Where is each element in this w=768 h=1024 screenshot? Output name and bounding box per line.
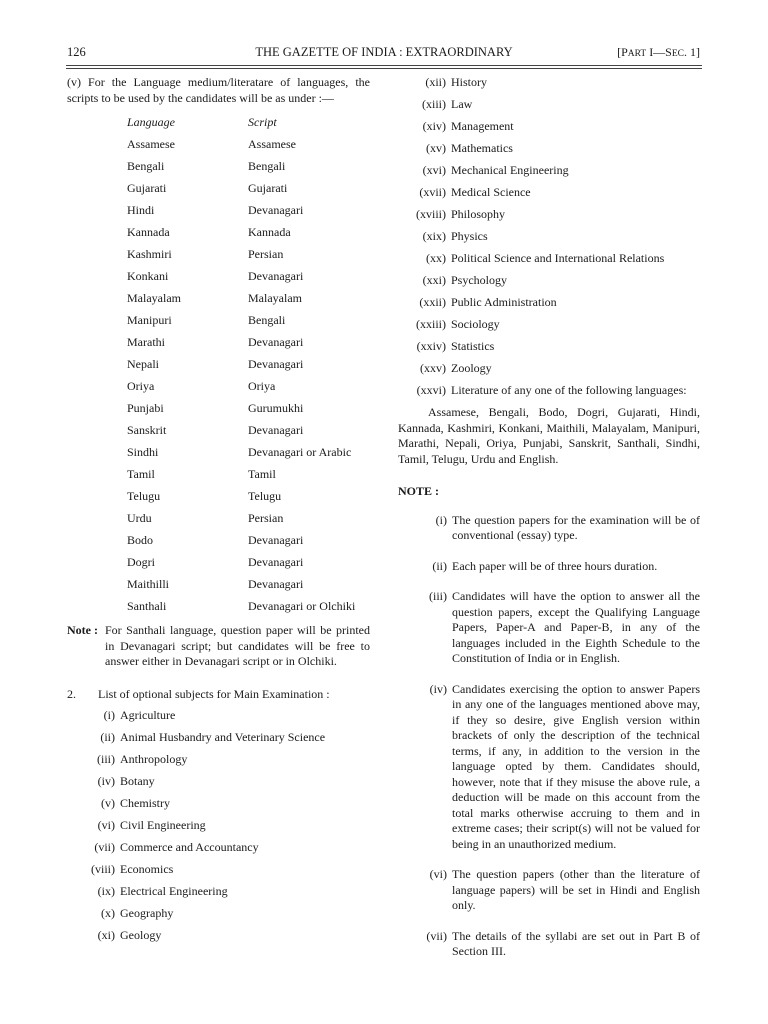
subject-number: (xviii) — [416, 207, 446, 221]
language-name: Sanskrit — [127, 423, 167, 437]
language-row — [67, 445, 370, 467]
language-name: Sindhi — [127, 445, 159, 459]
subject-label: Commerce and Accountancy — [120, 840, 259, 854]
subject-item — [67, 862, 370, 884]
note-item-text: The question papers (other than the literature of language papers) will be set in Hindi and English only. — [452, 867, 700, 912]
language-row — [67, 159, 370, 181]
subject-item — [67, 884, 370, 906]
subject-item — [67, 708, 370, 730]
script-name: Malayalam — [248, 291, 302, 305]
subject-item — [67, 730, 370, 752]
note-item — [398, 929, 700, 960]
language-row — [67, 247, 370, 269]
script-name: Gujarati — [248, 181, 288, 195]
language-name: Dogri — [127, 555, 155, 569]
language-row — [67, 269, 370, 291]
note-item — [398, 589, 700, 667]
script-name: Devanagari — [248, 423, 304, 437]
subject-number: (ii) — [100, 730, 115, 744]
subject-label: Political Science and International Relations — [451, 251, 665, 265]
script-name: Gurumukhi — [248, 401, 304, 415]
subject-label: Public Administration — [451, 295, 557, 309]
language-row — [67, 137, 370, 159]
subject-label: Geology — [120, 928, 162, 942]
script-name: Devanagari or Olchiki — [248, 599, 356, 613]
language-row — [67, 467, 370, 489]
subject-item — [398, 185, 700, 207]
script-name: Devanagari — [248, 269, 304, 283]
subject-item — [398, 361, 700, 383]
language-row — [67, 181, 370, 203]
subject-number: (xv) — [426, 141, 446, 155]
language-row — [67, 511, 370, 533]
note-item — [398, 559, 700, 575]
subject-label: Economics — [120, 862, 174, 876]
note-item-text: Candidates will have the option to answer all the question papers, except the Qualifying Language Papers, Paper-A and Paper-B, in any of the languages included in the Eighth Schedule to the Constitution of India or in English. — [452, 589, 700, 665]
subject-label: Electrical Engineering — [120, 884, 228, 898]
language-name: Bengali — [127, 159, 165, 173]
language-rows — [67, 137, 370, 621]
subject-label: Philosophy — [451, 207, 506, 221]
subject-number: (xvi) — [422, 163, 446, 177]
subject-item — [398, 273, 700, 295]
subject-label: History — [451, 75, 487, 89]
subject-item — [67, 906, 370, 928]
language-row — [67, 203, 370, 225]
subject-label: Geography — [120, 906, 174, 920]
subject-item — [67, 840, 370, 862]
section-number: 2. — [67, 686, 76, 701]
language-name: Maithilli — [127, 577, 169, 591]
subject-item — [398, 229, 700, 251]
part-open: [P — [617, 45, 628, 59]
subject-number: (xxiii) — [416, 317, 446, 331]
subject-label: Agriculture — [120, 708, 176, 722]
note-text: For Santhali language, question paper will be printed in Devanagari script; but candidates will be free to answer either in Devanagari script or in Olchiki. — [105, 623, 370, 668]
subject-label: Zoology — [451, 361, 492, 375]
language-name: Manipuri — [127, 313, 172, 327]
subject-number: (xiii) — [422, 97, 446, 111]
language-name: Santhali — [127, 599, 167, 613]
subject-list-right — [398, 75, 700, 405]
note-number: (ii) — [432, 558, 447, 573]
part-close: . 1] — [684, 45, 700, 59]
part-sc1: ART — [627, 49, 647, 59]
language-row — [67, 555, 370, 577]
script-column-header: Script — [248, 115, 277, 129]
subject-item — [398, 295, 700, 317]
language-name: Gujarati — [127, 181, 167, 195]
script-name: Tamil — [248, 467, 276, 481]
subject-number: (i) — [103, 708, 115, 722]
subject-number: (viii) — [91, 862, 115, 876]
subject-number: (xxv) — [420, 361, 446, 375]
subject-item — [67, 928, 370, 950]
part-sc2: EC — [671, 49, 684, 59]
language-row — [67, 313, 370, 335]
subject-number: (xxi) — [422, 273, 446, 287]
subject-item — [398, 75, 700, 97]
script-name: Persian — [248, 511, 284, 525]
subject-label: Literature of any one of the following languages: — [451, 383, 687, 397]
note-item — [398, 513, 700, 544]
subject-item — [398, 141, 700, 163]
left-column — [67, 75, 370, 950]
language-row — [67, 599, 370, 621]
note-number: (iv) — [429, 681, 447, 696]
subject-item — [398, 119, 700, 141]
language-name: Bodo — [127, 533, 154, 547]
note-number: (vi) — [429, 867, 447, 881]
subject-item — [398, 339, 700, 361]
script-name: Telugu — [248, 489, 282, 503]
subject-list-left — [67, 708, 370, 950]
subject-number: (v) — [101, 796, 115, 810]
note-item-text: Candidates exercising the option to answer Papers in any one of the languages mentioned above may, if they so desire, give English version within brackets of only the description of the technical terms, if any, in addition to the version in the language opted by them. Candidates should, however, note that if they misuse the above rule, a deduction will be made on this account from the total marks otherwise accruing to them and in extreme cases; their script(s) will not be valued for being in an unauthorized medium. — [452, 681, 700, 851]
subject-item — [398, 97, 700, 119]
language-row — [67, 291, 370, 313]
subject-item — [398, 207, 700, 229]
subject-item — [67, 774, 370, 796]
language-row — [67, 489, 370, 511]
subject-number: (xix) — [422, 229, 446, 243]
subject-item — [67, 752, 370, 774]
part-section-label — [617, 44, 700, 62]
language-name: Punjabi — [127, 401, 164, 415]
language-name: Nepali — [127, 357, 159, 371]
notes-heading: NOTE : — [398, 484, 440, 498]
language-script-table — [67, 115, 370, 621]
language-name: Hindi — [127, 203, 155, 217]
gazette-title: THE GAZETTE OF INDIA : EXTRAORDINARY — [255, 45, 513, 59]
right-column — [398, 75, 700, 975]
header-rule-top — [66, 65, 702, 66]
script-name: Assamese — [248, 137, 296, 151]
subject-number: (iv) — [97, 774, 115, 788]
subject-number: (vii) — [94, 840, 115, 854]
subject-label: Sociology — [451, 317, 500, 331]
subject-label: Anthropology — [120, 752, 188, 766]
language-name: Assamese — [127, 137, 175, 151]
scripts-intro: (v) For the Language medium/literatare of languages, the scripts to be used by the candidates will be as under :— — [67, 75, 370, 105]
language-row — [67, 357, 370, 379]
subject-number: (ix) — [97, 884, 115, 898]
script-name: Persian — [248, 247, 284, 261]
subject-item — [398, 251, 700, 273]
literature-languages: Assamese, Bengali, Bodo, Dogri, Gujarati, Hindi, Kannada, Kashmiri, Konkani, Maithili, Malayalam, Manipuri, Marathi, Nepali, Oriya, Punjabi, Sanskrit, Santhali, Sindhi, Tamil, Telugu, Urdu and English. — [398, 405, 700, 466]
subject-number: (xxvi) — [416, 383, 446, 397]
subject-number: (xii) — [425, 75, 446, 89]
section-title: List of optional subjects for Main Examination : — [98, 686, 330, 701]
note-number: (vii) — [426, 928, 447, 943]
subject-label: Mathematics — [451, 141, 513, 155]
language-name: Tamil — [127, 467, 155, 481]
language-row — [67, 335, 370, 357]
language-name: Kashmiri — [127, 247, 172, 261]
subject-label: Statistics — [451, 339, 495, 353]
note-number: (i) — [435, 512, 447, 527]
language-row — [67, 423, 370, 445]
subject-number: (xvii) — [419, 185, 446, 199]
note-item-text: The details of the syllabi are set out in Part B of Section III. — [452, 928, 700, 958]
subject-label: Mechanical Engineering — [451, 163, 569, 177]
subject-label: Management — [451, 119, 514, 133]
note-item-text: Each paper will be of three hours duration. — [452, 558, 658, 573]
subject-number: (x) — [101, 906, 115, 920]
subject-number: (iii) — [97, 752, 115, 766]
language-name: Malayalam — [127, 291, 181, 305]
subject-label: Law — [451, 97, 473, 111]
language-name: Kannada — [127, 225, 170, 239]
note-label: Note : — [67, 623, 98, 637]
subject-item — [398, 383, 700, 405]
language-table-header — [67, 115, 370, 137]
subject-label: Animal Husbandry and Veterinary Science — [120, 730, 326, 744]
script-name: Devanagari — [248, 555, 304, 569]
subject-label: Chemistry — [120, 796, 170, 810]
script-name: Devanagari — [248, 203, 304, 217]
language-name: Marathi — [127, 335, 165, 349]
language-name: Urdu — [127, 511, 152, 525]
subject-label: Physics — [451, 229, 488, 243]
subject-item — [398, 317, 700, 339]
note-item — [398, 682, 700, 853]
language-column-header: Language — [127, 115, 175, 129]
subject-item — [67, 818, 370, 840]
script-name: Devanagari — [248, 357, 304, 371]
santhali-note — [67, 623, 370, 670]
script-name: Devanagari — [248, 577, 304, 591]
page-number: 126 — [67, 45, 86, 59]
language-row — [67, 577, 370, 599]
script-name: Devanagari — [248, 533, 304, 547]
subject-number: (xxiv) — [416, 339, 446, 353]
script-name: Oriya — [248, 379, 276, 393]
header-rule-bottom — [66, 68, 702, 69]
subject-number: (xx) — [426, 251, 446, 265]
subject-label: Botany — [120, 774, 155, 788]
script-name: Devanagari — [248, 335, 304, 349]
notes-list — [398, 513, 700, 960]
script-name: Bengali — [248, 159, 286, 173]
subject-label: Medical Science — [451, 185, 531, 199]
note-item — [398, 867, 700, 914]
script-name: Bengali — [248, 313, 286, 327]
language-name: Telugu — [127, 489, 161, 503]
optional-subjects-heading — [67, 687, 370, 703]
language-name: Konkani — [127, 269, 169, 283]
subject-number: (xxii) — [419, 295, 446, 309]
language-name: Oriya — [127, 379, 155, 393]
language-row — [67, 533, 370, 555]
subject-number: (xiv) — [422, 119, 446, 133]
subject-item — [398, 163, 700, 185]
subject-item — [67, 796, 370, 818]
subject-number: (xi) — [97, 928, 115, 942]
language-row — [67, 225, 370, 247]
part-mid: I—S — [646, 45, 672, 59]
script-name: Kannada — [248, 225, 291, 239]
note-number: (iii) — [429, 589, 447, 603]
language-row — [67, 379, 370, 401]
script-name: Devanagari or Arabic — [248, 445, 352, 459]
subject-label: Psychology — [451, 273, 508, 287]
subject-label: Civil Engineering — [120, 818, 206, 832]
note-item-text: The question papers for the examination will be of conventional (essay) type. — [452, 512, 700, 542]
language-row — [67, 401, 370, 423]
subject-number: (vi) — [97, 818, 115, 832]
